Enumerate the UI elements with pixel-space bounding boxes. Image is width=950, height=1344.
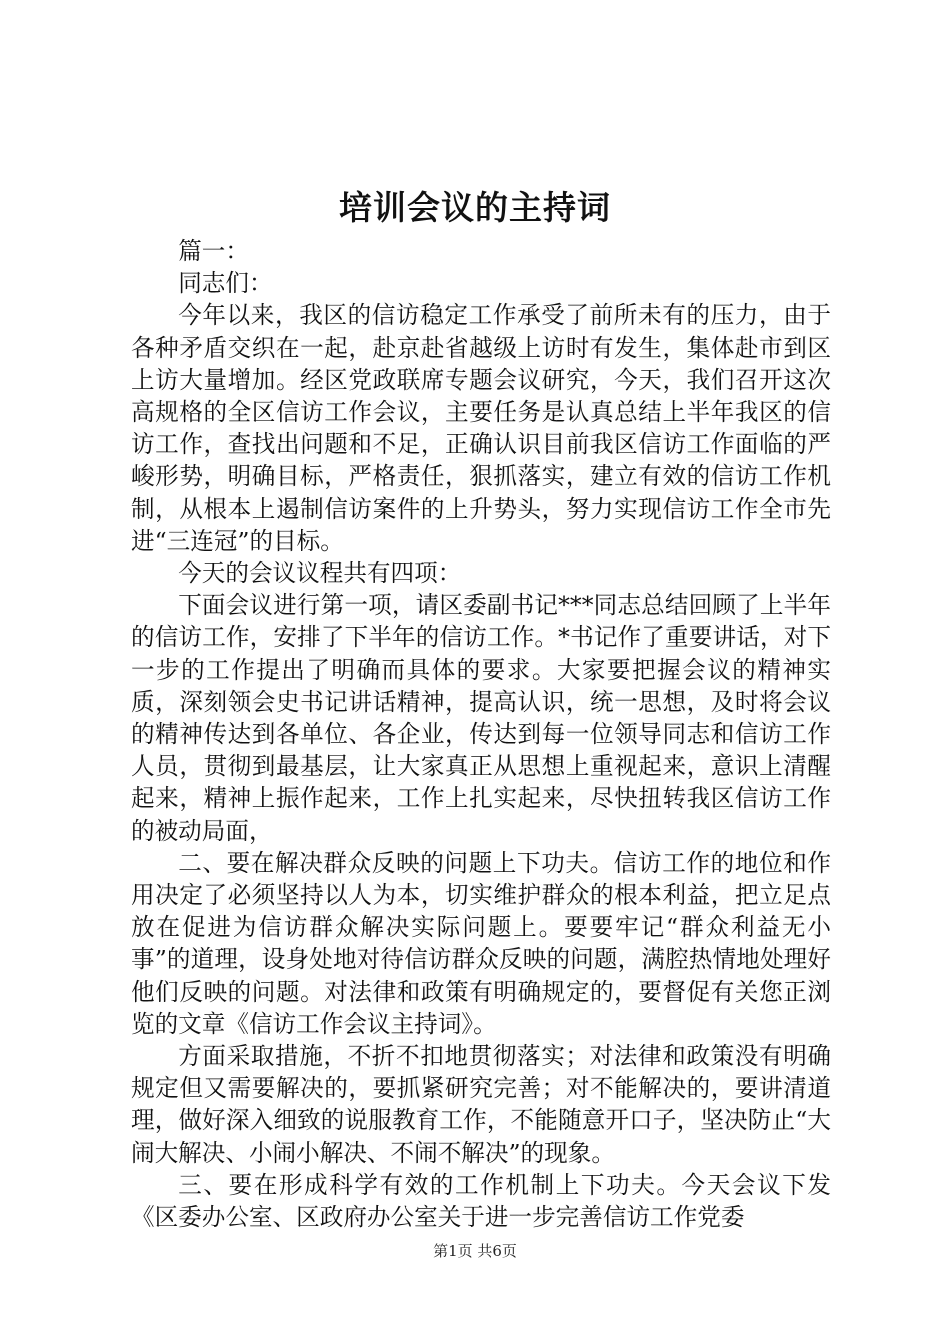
document-title: 培训会议的主持词 bbox=[339, 188, 611, 227]
paragraph-salutation: 同志们： bbox=[178, 269, 273, 298]
paragraph: 方面采取措施，不折不扣地贯彻落实；对法律和政策没有明确规定但又需要解决的，要抓紧研究完善；对不能解决的，要讲清道理，做好深入细致的说服教育工作，不能随意开口子，坚决防止“大闹大解决、小闹小解决、不闹不解决”的现象。 bbox=[131, 1042, 831, 1167]
document-body bbox=[131, 235, 831, 1233]
paragraph: 今天的会议议程共有四项： bbox=[178, 559, 462, 588]
paragraph: 今年以来，我区的信访稳定工作承受了前所未有的压力，由于各种矛盾交织在一起，赴京赴省越级上访时有发生，集体赴市到区上访大量增加。经区党政联席专题会议研究，今天，我们召开这次高规格的全区信访工作会议，主要任务是认真总结上半年我区的信访工作，查找出问题和不足，正确认识目前我区信访工作面临的严峻形势，明确目标，严格责任，狠抓落实，建立有效的信访工作机制，从根本上遏制信访案件的上升势头，努力实现信访工作全市先进“三连冠”的目标。 bbox=[131, 301, 831, 555]
page-number-footer: 第1页 共6页 bbox=[433, 1242, 517, 1260]
paragraph-heading: 篇一： bbox=[178, 237, 249, 265]
paragraph: 二、要在解决群众反映的问题上下功夫。信访工作的地位和作用决定了必须坚持以人为本，切实维护群众的根本利益，把立足点放在促进为信访群众解决实际问题上。要要牢记“群众利益无小事”的道理，设身处地对待信访群众反映的问题，满腔热情地处理好他们反映的问题。对法律和政策有明确规定的，要督促有关您正浏览的文章《信访工作会议主持词》。 bbox=[131, 848, 831, 1038]
paragraph: 三、要在形成科学有效的工作机制上下功夫。今天会议下发《区委办公室、区政府办公室关于进一步完善信访工作党委 bbox=[131, 1170, 831, 1232]
paragraph: 下面会议进行第一项，请区委副书记***同志总结回顾了上半年的信访工作，安排了下半年的信访工作。*书记作了重要讲话，对下一步的工作提出了明确而具体的要求。大家要把握会议的精神实质，深刻领会史书记讲话精神，提高认识，统一思想，及时将会议的精神传达到各单位、各企业，传达到每一位领导同志和信访工作人员，贯彻到最基层，让大家真正从思想上重视起来，意识上清醒起来，精神上振作起来，工作上扎实起来，尽快扭转我区信访工作的被动局面， bbox=[131, 591, 831, 845]
